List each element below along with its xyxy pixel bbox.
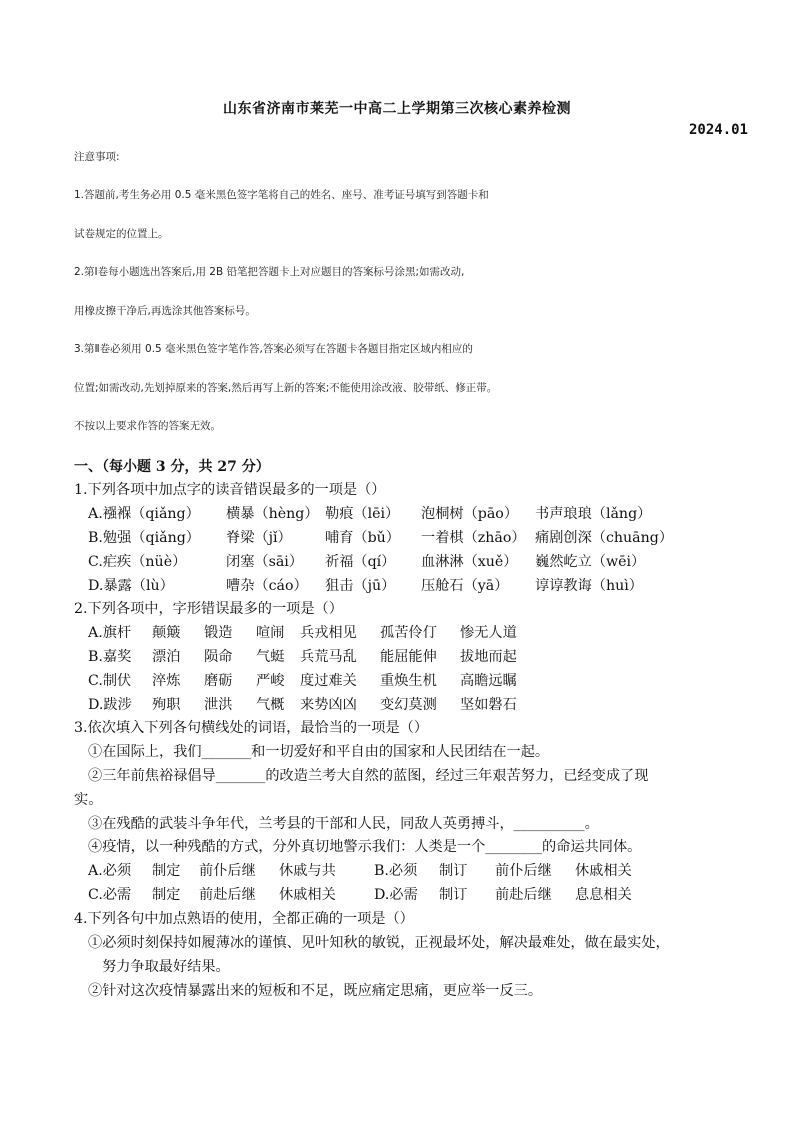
q3-options-ab xyxy=(88,860,632,880)
note-line: 2.第Ⅰ卷每小题选出答案后,用 2B 铅笔把答题卡上对应题目的答案标号涂黑;如需改动, xyxy=(74,266,465,278)
option-item: 磨砺 xyxy=(204,673,233,689)
option-item: 前仆后继 xyxy=(199,863,256,879)
option-item: 休戚与共 xyxy=(279,863,336,879)
note-line: 3.第Ⅱ卷必须用 0.5 毫米黑色签字笔作答,答案必须写在答题卡各题目指定区域内相应的 xyxy=(74,343,473,355)
option-item: C.必需 xyxy=(88,887,132,903)
option-item: 巍然屹立（wēi） xyxy=(535,554,646,570)
q3-sentence-4: ④疫情，以一种残酷的方式，分外真切地警示我们：人类是一个________的命运共同体。 xyxy=(88,839,642,855)
option-item: 陨命 xyxy=(204,649,233,665)
q4-sentence-1: ①必须时刻保持如履薄冰的谨慎、见叶知秋的敏锐，正视最坏处，解决最难处，做在最实处， xyxy=(88,935,670,951)
option-item: 严峻 xyxy=(256,673,285,689)
option-item: 哺育（bǔ） xyxy=(325,530,400,546)
option-item: 惨无人道 xyxy=(460,625,517,641)
option-item: 前赴后继 xyxy=(199,887,256,903)
option-item: A.必须 xyxy=(88,863,132,879)
option-item: B.嘉奖 xyxy=(88,649,132,665)
option-item: 横暴（hèng） xyxy=(226,506,319,522)
q4-sentence-2: ②针对这次疫情暴露出来的短板和不足，既应痛定思痛，更应举一反三。 xyxy=(88,983,543,999)
option-item: A.旗杆 xyxy=(88,625,132,641)
option-item: 坚如磐石 xyxy=(460,697,517,713)
question-2-stem: 2.下列各项中，字形错误最多的一项是（） xyxy=(74,601,343,617)
option-item: 兵戎相见 xyxy=(300,625,357,641)
option-item: 勒痕（lēi） xyxy=(325,506,400,522)
option-item: 兵荒马乱 xyxy=(300,649,357,665)
option-item: 休戚相关 xyxy=(575,863,632,879)
q4-sentence-1-cont: 努力争取最好结果。 xyxy=(102,959,230,975)
q1-option-b xyxy=(88,527,673,547)
option-item: 来势凶凶 xyxy=(300,697,357,713)
option-item: 淬炼 xyxy=(152,673,181,689)
option-item: 制订 xyxy=(439,887,468,903)
option-item: 气蜓 xyxy=(256,649,285,665)
q2-option-d xyxy=(88,694,517,714)
q2-option-a xyxy=(88,622,517,642)
option-item: 制定 xyxy=(152,863,181,879)
option-item: 书声琅琅（lǎng） xyxy=(535,506,652,522)
option-item: 锻造 xyxy=(204,625,233,641)
option-item: D.暴露（lù） xyxy=(88,578,174,594)
option-item: 泡桐树（pāo） xyxy=(421,506,519,522)
option-item: 颠簸 xyxy=(152,625,181,641)
option-item: C.制伏 xyxy=(88,673,132,689)
note-line: 用橡皮擦干净后,再选涂其他答案标号。 xyxy=(74,305,256,317)
option-item: 高瞻远瞩 xyxy=(460,673,517,689)
note-line: 位置;如需改动,先划掉原来的答案,然后再写上新的答案;不能使用涂改液、胶带纸、修正带。 xyxy=(74,382,498,394)
option-item: 拔地而起 xyxy=(460,649,517,665)
option-item: 休戚相关 xyxy=(279,887,336,903)
option-item: 脊梁（jǐ） xyxy=(226,530,292,546)
option-item: D.必需 xyxy=(374,887,418,903)
q1-option-a xyxy=(88,503,651,523)
q3-sentence-2-cont: 实。 xyxy=(74,792,103,808)
option-item: 压舱石（yā） xyxy=(421,578,509,594)
option-item: 重焕生机 xyxy=(380,673,437,689)
option-item: 殉职 xyxy=(152,697,181,713)
option-item: 嘈杂（cáo） xyxy=(226,578,308,594)
option-item: C.疟疾（nüè） xyxy=(88,554,187,570)
option-item: 泄洪 xyxy=(204,697,233,713)
option-item: 气概 xyxy=(256,697,285,713)
exam-title: 山东省济南市莱芜一中高二上学期第三次核心素养检测 xyxy=(223,101,571,117)
option-item: 谆谆教诲（huì） xyxy=(535,578,643,594)
option-item: 漂泊 xyxy=(152,649,181,665)
q2-option-b xyxy=(88,646,517,666)
option-item: 息息相关 xyxy=(575,887,632,903)
option-item: B.勉强（qiǎng） xyxy=(88,530,200,546)
q3-sentence-3: ③在残酷的武装斗争年代，兰考县的干部和人民，同敌人英勇搏斗，__________。 xyxy=(88,816,599,832)
question-1-stem: 1.下列各项中加点字的读音错误最多的一项是（） xyxy=(74,482,386,498)
option-item: 前赴后继 xyxy=(495,887,552,903)
question-3-stem: 3.依次填入下列各句横线处的词语，最恰当的一项是（） xyxy=(74,720,429,736)
q2-option-c xyxy=(88,670,517,690)
note-line: 试卷规定的位置上。 xyxy=(74,228,169,240)
option-item: 祈福（qí） xyxy=(325,554,396,570)
option-item: 狙击（jū） xyxy=(325,578,396,594)
section-heading: 一、（每小题 3 分，共 27 分） xyxy=(74,459,270,475)
option-item: D.跋涉 xyxy=(88,697,132,713)
note-line: 不按以上要求作答的答案无效。 xyxy=(74,420,221,432)
option-item: 变幻莫测 xyxy=(380,697,437,713)
option-item: 度过难关 xyxy=(300,673,357,689)
question-4-stem: 4.下列各句中加点熟语的使用，全都正确的一项是（） xyxy=(74,911,414,927)
q3-options-cd xyxy=(88,884,632,904)
option-item: B.必须 xyxy=(374,863,418,879)
option-item: 能屈能伸 xyxy=(380,649,437,665)
q3-sentence-1: ①在国际上，我们_______和一切爱好和平自由的国家和人民团结在一起。 xyxy=(88,744,550,760)
option-item: 一着棋（zhāo） xyxy=(421,530,526,546)
option-item: 孤苦伶仃 xyxy=(380,625,437,641)
q3-sentence-2: ②三年前焦裕禄倡导_______的改造兰考大自然的蓝图，经过三年艰苦努力，已经变成了现 xyxy=(88,768,649,784)
option-item: A.襁褓（qiǎng） xyxy=(88,506,200,522)
note-line: 1.答题前,考生务必用 0.5 毫米黑色签字笔将自己的姓名、座号、准考证号填写到答题卡和 xyxy=(74,189,489,201)
option-item: 血淋淋（xuě） xyxy=(421,554,518,570)
exam-date: 2024.01 xyxy=(688,122,748,138)
option-item: 痛剧创深（chuāng） xyxy=(535,530,674,546)
q1-option-d xyxy=(88,575,643,595)
option-item: 喧闹 xyxy=(256,625,285,641)
option-item: 前仆后继 xyxy=(495,863,552,879)
option-item: 制订 xyxy=(439,863,468,879)
option-item: 制定 xyxy=(152,887,181,903)
option-item: 闭塞（sāi） xyxy=(226,554,304,570)
q1-option-c xyxy=(88,551,645,571)
notes-heading: 注意事项: xyxy=(74,151,120,163)
